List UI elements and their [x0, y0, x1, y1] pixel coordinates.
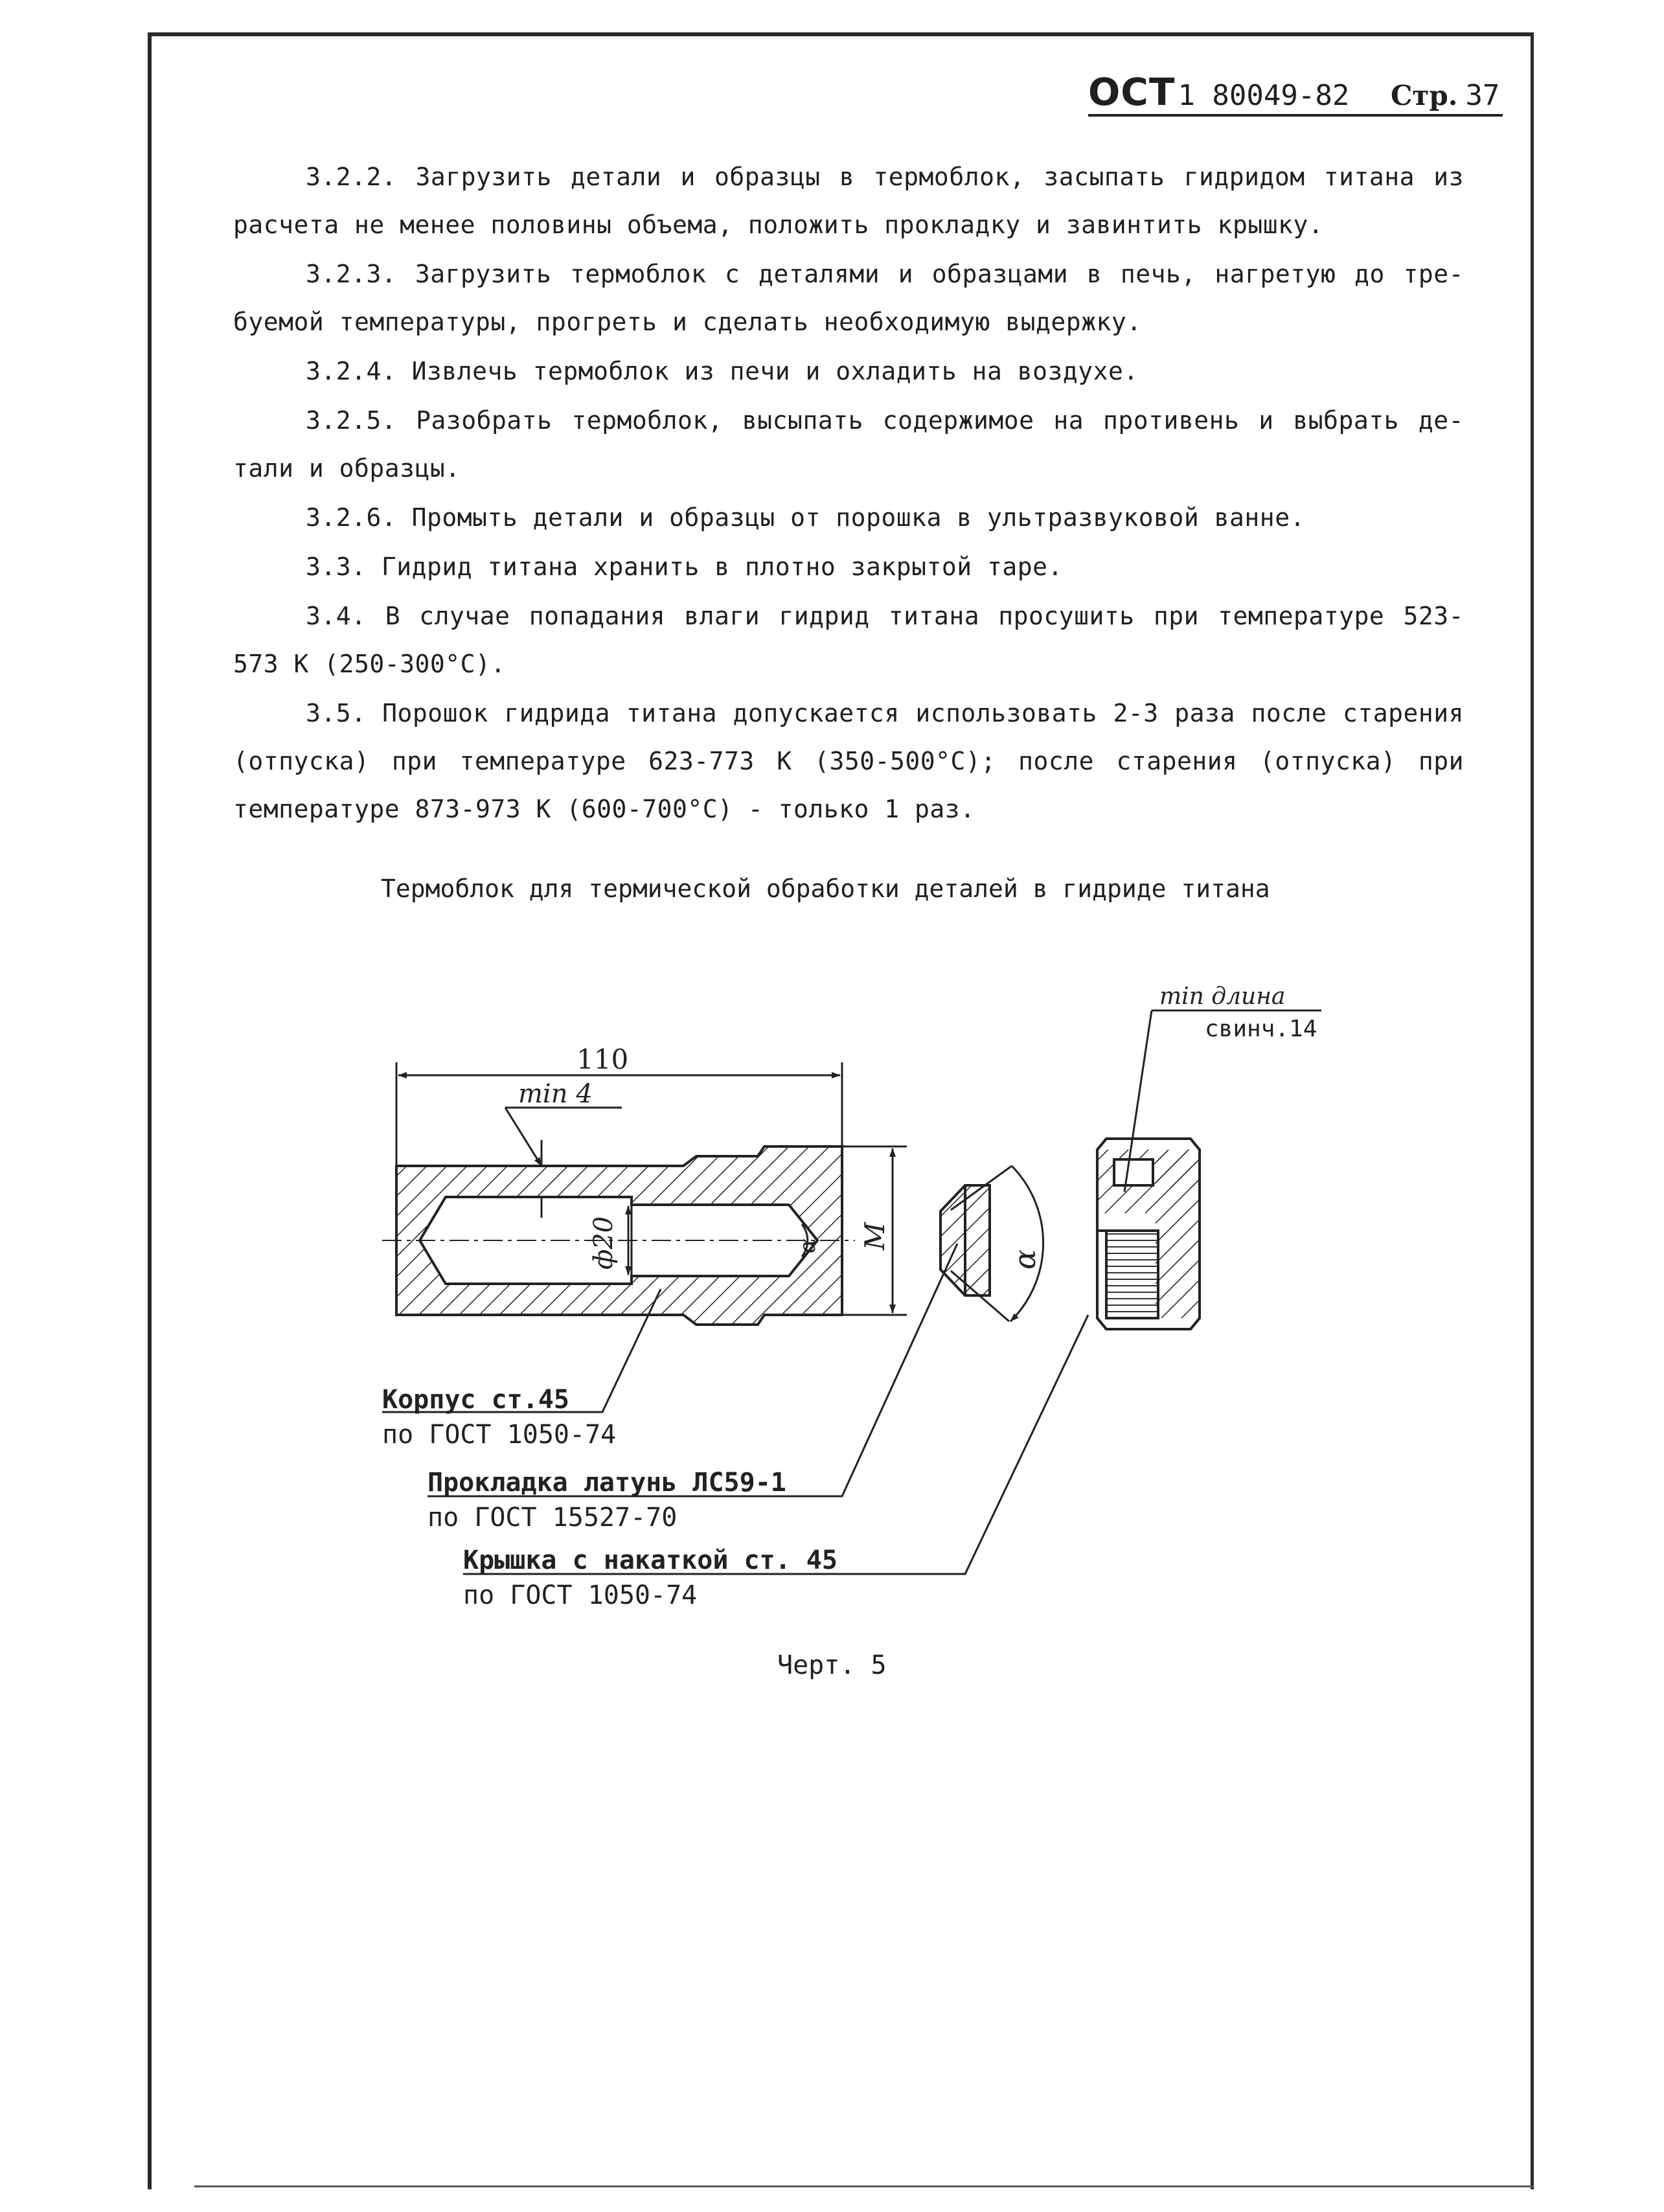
- paragraph-line: температуре 873-973 К (600-700°С) - только 1 раз.: [233, 795, 975, 823]
- standard-number: 1 80049-82: [1178, 79, 1350, 112]
- callout-cap-std: по ГОСТ 1050-74: [463, 1580, 698, 1610]
- standard-prefix: ОСТ: [1088, 70, 1176, 114]
- figure-number: Черт. 5: [777, 1650, 887, 1680]
- callout-body-std: по ГОСТ 1050-74: [382, 1420, 617, 1450]
- paragraph-line: 3.4. В случае попадания влаги гидрид титана просушить при температуре 523-: [306, 602, 1464, 630]
- dimension-diameter-label: ф20: [589, 1216, 619, 1270]
- gasket-part: [940, 1185, 990, 1295]
- paragraph-line: расчета не менее половины объема, положить прокладку и завинтить крышку.: [233, 211, 1324, 239]
- paragraph-line: тали и образцы.: [233, 454, 461, 483]
- dimension-thread-length-label-1: min длина: [1159, 983, 1286, 1010]
- paragraph-line: 573 К (250-300°С).: [233, 650, 506, 678]
- figure-caption: Термоблок для термической обработки деталей в гидриде титана: [381, 874, 1270, 903]
- dimension-min-wall-label: min 4: [518, 1079, 593, 1109]
- callout-cap-title: Крышка с накаткой ст. 45: [463, 1545, 838, 1575]
- paragraph-line: (отпуска) при температуре 623-773 К (350-500°С); после старения (отпуска) при: [233, 747, 1464, 775]
- paragraph-line: буемой температуры, прогреть и сделать необходимую выдержку.: [233, 308, 1142, 336]
- paragraph-line: 3.2.3. Загрузить термоблок с деталями и образцами в печь, нагретую до тре-: [306, 260, 1464, 288]
- gasket-angle-label: α: [1007, 1249, 1042, 1270]
- paragraph-line: 3.2.4. Извлечь термоблок из печи и охладить на воздухе.: [306, 357, 1139, 385]
- dimension-thread-length-label-2: свинч.14: [1205, 1016, 1317, 1042]
- paragraph-line: 3.2.2. Загрузить детали и образцы в термоблок, засыпать гидридом титана из: [306, 163, 1464, 191]
- body-part: [382, 1146, 855, 1325]
- paragraph-line: 3.3. Гидрид титана хранить в плотно закрытой таре.: [306, 553, 1063, 581]
- paragraph-line: 3.2.5. Разобрать термоблок, высыпать содержимое на противень и выбрать де-: [306, 406, 1464, 435]
- dimension-thread-label: M: [859, 1222, 891, 1250]
- cap-part: [1097, 1139, 1200, 1329]
- page-label: Стр.: [1390, 80, 1458, 111]
- callout-gasket-std: по ГОСТ 15527-70: [427, 1503, 678, 1533]
- callout-gasket-title: Прокладка латунь ЛС59-1: [427, 1468, 786, 1498]
- callout-body-title: Корпус ст.45: [382, 1385, 569, 1415]
- cone-angle-label: α: [795, 1238, 821, 1253]
- paragraph-line: 3.2.6. Промыть детали и образцы от порошка в ультразвуковой ванне.: [306, 503, 1305, 532]
- page-number: 37: [1465, 79, 1500, 112]
- paragraph-line: 3.5. Порошок гидрида титана допускается использовать 2-3 раза после старения: [306, 699, 1464, 727]
- dimension-length-label: 110: [576, 1043, 629, 1075]
- gasket-angle-arc: [1010, 1166, 1043, 1321]
